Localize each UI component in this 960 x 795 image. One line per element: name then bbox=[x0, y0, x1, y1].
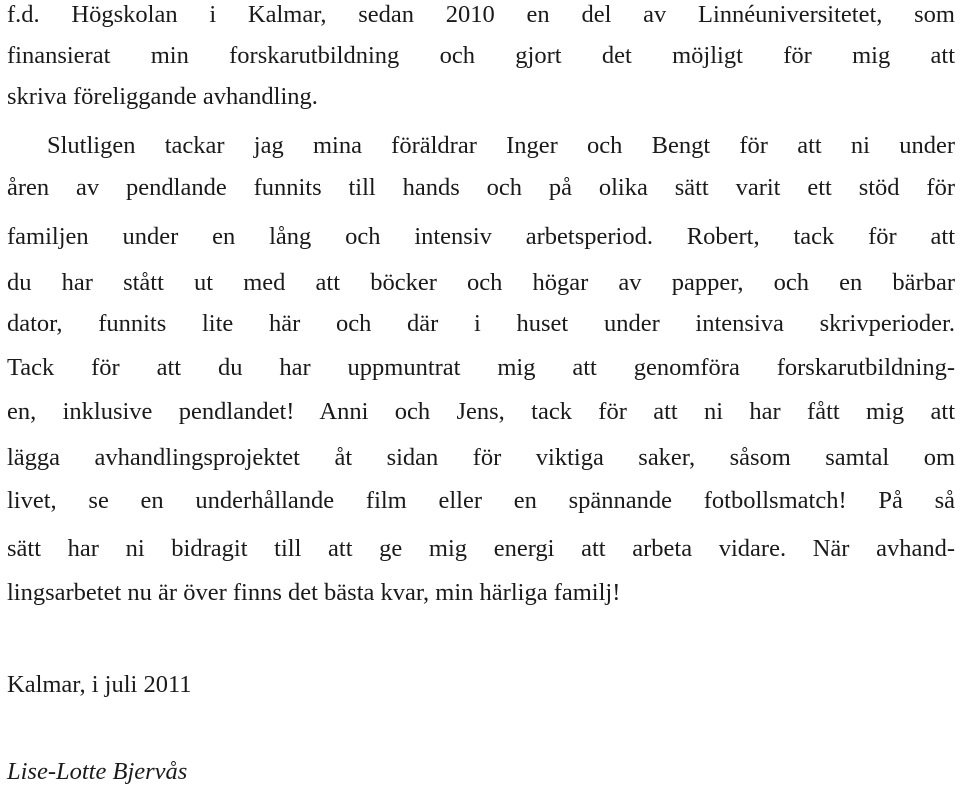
text-line: en, inklusive pendlandet! Anni och Jens, tack för att ni har fått mig att bbox=[7, 398, 955, 425]
text-line: sätt har ni bidragit till att ge mig energi att arbeta vidare. När avhand- bbox=[7, 535, 955, 562]
text-line: lägga avhandlingsprojektet åt sidan för viktiga saker, såsom samtal om bbox=[7, 444, 955, 471]
text-line: finansierat min forskarutbildning och gjort det möjligt för mig att bbox=[7, 42, 955, 69]
text-line: du har stått ut med att böcker och högar av papper, och en bärbar bbox=[7, 269, 955, 296]
text-line: f.d. Högskolan i Kalmar, sedan 2010 en del av Linnéuniversitetet, som bbox=[7, 1, 955, 28]
text-line: skriva föreliggande avhandling. bbox=[7, 83, 318, 110]
text-line: lingsarbetet nu är över finns det bästa kvar, min härliga familj! bbox=[7, 579, 621, 606]
signature: Lise-Lotte Bjervås bbox=[7, 758, 188, 785]
acknowledgements-page bbox=[7, 0, 955, 795]
text-line: åren av pendlande funnits till hands och på olika sätt varit ett stöd för bbox=[7, 174, 955, 201]
place-date: Kalmar, i juli 2011 bbox=[7, 671, 192, 698]
text-line: dator, funnits lite här och där i huset under intensiva skrivperioder. bbox=[7, 310, 955, 337]
paragraph-first-line: Slutligen tackar jag mina föräldrar Inger och Bengt för att ni under bbox=[47, 132, 955, 159]
text-line: livet, se en underhållande film eller en spännande fotbollsmatch! På så bbox=[7, 487, 955, 514]
text-line: Tack för att du har uppmuntrat mig att genomföra forskarutbildning- bbox=[7, 354, 955, 381]
text-line: familjen under en lång och intensiv arbetsperiod. Robert, tack för att bbox=[7, 223, 955, 250]
